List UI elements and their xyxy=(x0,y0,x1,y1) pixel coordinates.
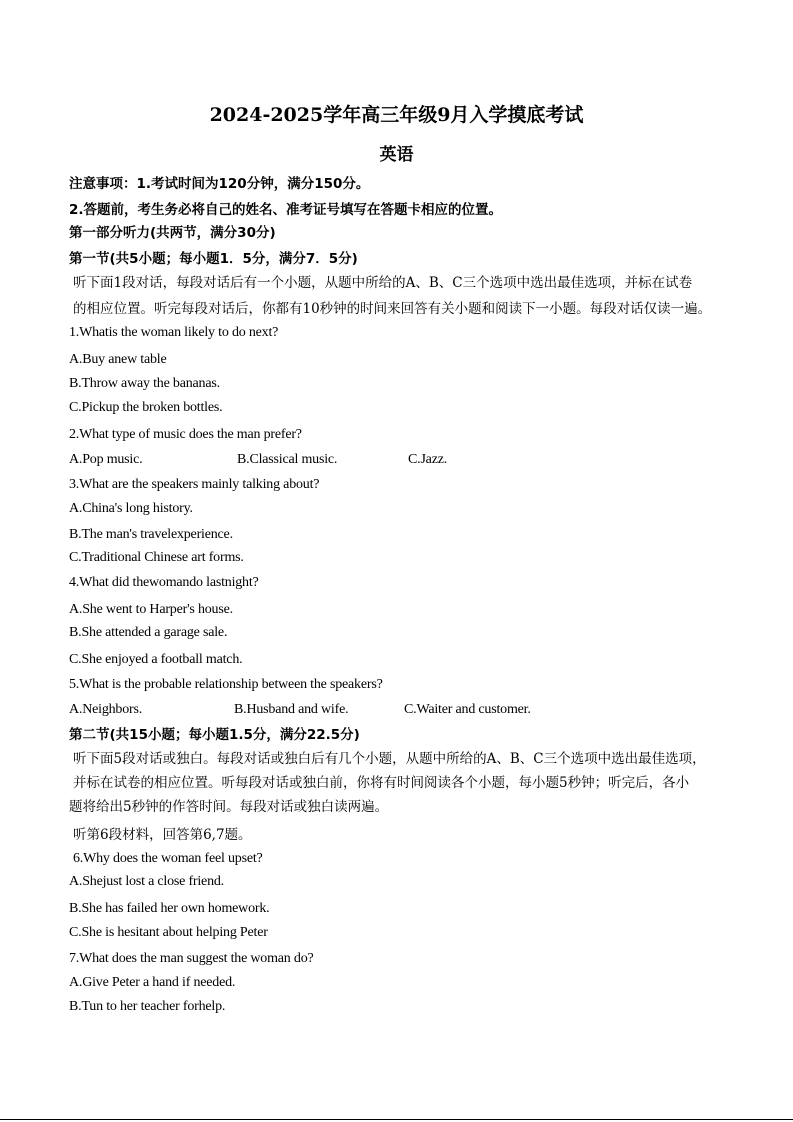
section-1-instructions-line-2: 的相应位置。听完每段对话后，你都有10秒钟的时间来回答有关小题和阅读下一小题。每段对话仅读一遍。 xyxy=(73,301,712,317)
part-1-heading: 第一部分听力(共两节，满分30分) xyxy=(69,225,276,241)
question-2-option-b: B.Classical music. xyxy=(237,452,338,467)
question-6-option-c: C.She is hesitant about helping Peter xyxy=(69,925,268,940)
question-5-option-b: B.Husband and wife. xyxy=(234,702,349,717)
question-6-option-b: B.She has failed her own homework. xyxy=(69,901,270,916)
question-4-option-c: C.She enjoyed a football match. xyxy=(69,652,243,667)
question-4-option-b: B.She attended a garage sale. xyxy=(69,625,228,640)
notes-line-1: 注意事项：1.考试时间为120分钟，满分150分。 xyxy=(69,176,370,192)
question-3-option-b: B.The man's travelexperience. xyxy=(69,527,233,542)
section-2-heading: 第二节(共15小题；每小题1.5分，满分22.5分) xyxy=(69,727,360,743)
question-7-option-b: B.Tun to her teacher forhelp. xyxy=(69,999,226,1014)
section-1-instructions-line-1: 听下面1段对话，每段对话后有一个小题，从题中所给的A、B、C三个选项中选出最佳选项，并标在试卷 xyxy=(73,275,693,291)
question-4-stem: 4.What did thewomando lastnight? xyxy=(69,575,259,590)
question-1-stem: 1.Whatis the woman likely to do next? xyxy=(69,325,279,340)
question-2-stem: 2.What type of music does the man prefer? xyxy=(69,427,302,442)
section-2-instructions-line-1: 听下面5段对话或独白。每段对话或独白后有几个小题，从题中所给的A、B、C三个选项中选出最佳选项， xyxy=(73,751,706,767)
question-3-stem: 3.What are the speakers mainly talking about? xyxy=(69,477,320,492)
question-5-option-a: A.Neighbors. xyxy=(69,702,143,717)
question-2-option-c: C.Jazz. xyxy=(408,452,448,467)
question-5-stem: 5.What is the probable relationship between the speakers? xyxy=(69,677,383,692)
material-note: 听第6段材料，回答第6,7题。 xyxy=(73,827,252,843)
question-1-option-b: B.Throw away the bananas. xyxy=(69,376,220,391)
page-bottom-divider xyxy=(0,1119,793,1120)
question-1-option-a: A.Buy anew table xyxy=(69,352,167,367)
exam-title: 2024-2025学年高三年级9月入学摸底考试 xyxy=(209,104,584,126)
subject-title: 英语 xyxy=(379,145,414,165)
question-3-option-c: C.Traditional Chinese art forms. xyxy=(69,550,244,565)
question-3-option-a: A.China's long history. xyxy=(69,501,193,516)
question-7-stem: 7.What does the man suggest the woman do? xyxy=(69,951,314,966)
question-5-option-c: C.Waiter and customer. xyxy=(404,702,531,717)
section-2-instructions-line-3: 题将给出5秒钟的作答时间。每段对话或独白读两遍。 xyxy=(69,799,389,815)
question-4-option-a: A.She went to Harper's house. xyxy=(69,602,233,617)
notes-line-2: 2.答题前，考生务必将自己的姓名、准考证号填写在答题卡相应的位置。 xyxy=(69,202,503,218)
question-6-option-a: A.Shejust lost a close friend. xyxy=(69,874,224,889)
question-1-option-c: C.Pickup the broken bottles. xyxy=(69,400,223,415)
section-1-heading: 第一节(共5小题；每小题1．5分，满分7．5分) xyxy=(69,251,358,267)
section-2-instructions-line-2: 并标在试卷的相应位置。听每段对话或独白前，你将有时间阅读各个小题，每小题5秒钟；听完后，各小 xyxy=(73,775,690,791)
question-7-option-a: A.Give Peter a hand if needed. xyxy=(69,975,236,990)
question-2-option-a: A.Pop music. xyxy=(69,452,143,467)
question-6-stem: 6.Why does the woman feel upset? xyxy=(73,851,263,866)
